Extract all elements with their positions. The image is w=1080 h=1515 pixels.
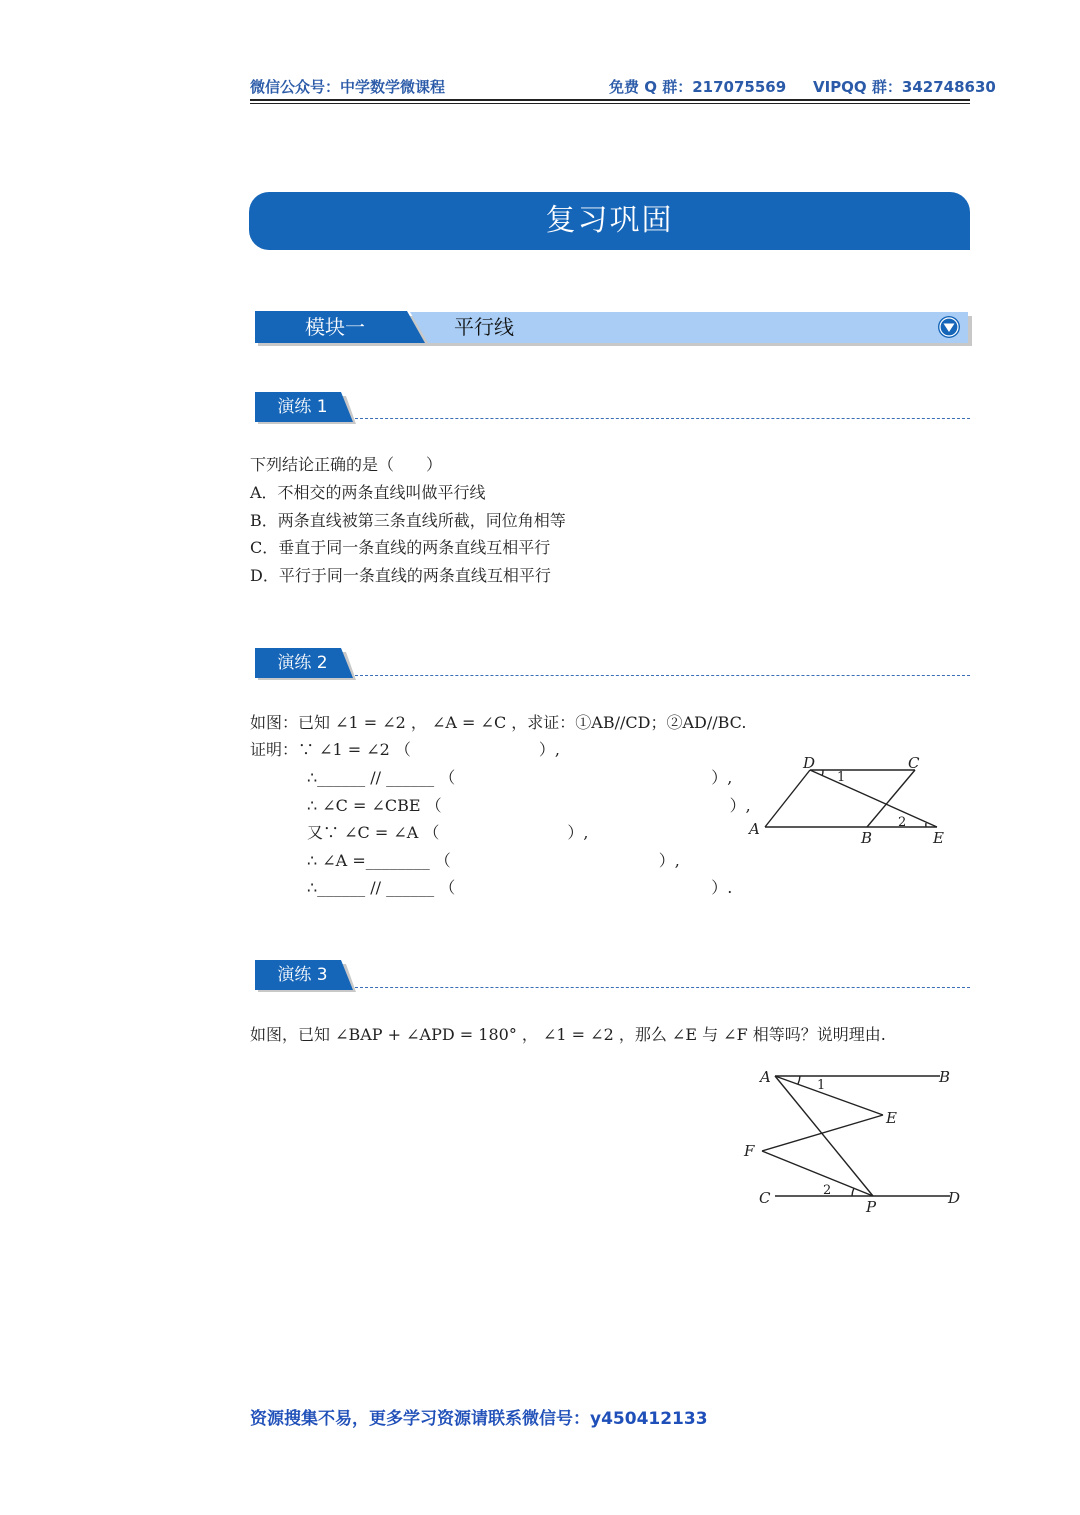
label-e: E: [933, 829, 944, 847]
exercise-3-label: 演练 3: [277, 965, 328, 985]
proof-line-2: ∴______ // ______ （ ）,: [307, 768, 733, 787]
footer-note: 资源搜集不易，更多学习资源请联系微信号：y450412133: [250, 1409, 708, 1429]
label-a: A: [760, 1068, 771, 1086]
header-qq-vip: VIPQQ 群：342748630: [813, 78, 996, 96]
exercise-2-label: 演练 2: [277, 653, 328, 673]
module-title: 平行线: [454, 315, 514, 339]
banner-title: 复习巩固: [545, 203, 674, 238]
label-angle-1: 1: [817, 1078, 826, 1093]
label-c: C: [759, 1189, 771, 1207]
exercise-1-option-c: C．垂直于同一条直线的两条直线互相平行: [250, 538, 551, 557]
header-qq-free: 免费 Q 群：217075569: [609, 78, 787, 96]
label-angle-1: 1: [837, 770, 846, 785]
chevron-down-circle-icon[interactable]: [937, 315, 961, 339]
exercise-2-question: 如图：已知 ∠1 = ∠2 ， ∠A = ∠C ，求证：①AB//CD；②AD//BC.: [250, 713, 747, 732]
exercise-2-figure: [740, 750, 960, 850]
proof-line-5: ∴ ∠A =________ （ ）,: [307, 851, 680, 870]
label-angle-2: 2: [823, 1183, 832, 1198]
label-d: D: [803, 754, 816, 772]
label-f: F: [744, 1142, 755, 1160]
header-wechat: 微信公众号：中学数学微课程: [250, 78, 446, 96]
proof-line-3: ∴ ∠C = ∠CBE （ ）,: [307, 796, 751, 815]
header-rule-thick: [250, 99, 970, 101]
exercise-3-divider: [355, 987, 970, 988]
exercise-1-divider: [355, 418, 970, 419]
exercise-1-option-d: D．平行于同一条直线的两条直线互相平行: [250, 566, 551, 585]
proof-line-1: 证明：∵ ∠1 = ∠2 （ ）,: [250, 740, 561, 759]
label-a: A: [749, 820, 760, 838]
section-banner: [249, 192, 970, 250]
angle-2-arc: [852, 1188, 854, 1196]
proof-line-6: ∴______ // ______ （ ）.: [307, 878, 733, 897]
angle-1-arc: [822, 770, 823, 776]
segment-ef: [762, 1115, 883, 1151]
exercise-1-question: 下列结论正确的是（ ）: [250, 455, 443, 474]
segment-fp: [762, 1151, 873, 1196]
label-b: B: [861, 829, 873, 847]
label-p: P: [866, 1198, 877, 1216]
segment-ad: [765, 770, 810, 827]
angle-1-arc: [798, 1076, 800, 1084]
exercise-1-label: 演练 1: [277, 397, 328, 417]
exercise-1-option-b: B．两条直线被第三条直线所截，同位角相等: [250, 511, 566, 530]
exercise-1-option-a: A．不相交的两条直线叫做平行线: [250, 483, 486, 502]
label-e: E: [886, 1109, 897, 1127]
exercise-3-question: 如图，已知 ∠BAP + ∠APD = 180° ， ∠1 = ∠2 ，那么 ∠E 与 ∠F 相等吗？说明理由.: [250, 1025, 886, 1044]
label-d: D: [948, 1189, 961, 1207]
header-rule-thin: [250, 103, 970, 104]
exercise-3-figure: [740, 1060, 970, 1220]
exercise-2-divider: [355, 675, 970, 676]
module-label: 模块一: [305, 315, 365, 339]
label-c: C: [908, 754, 920, 772]
label-angle-2: 2: [898, 815, 907, 830]
proof-line-4: 又∵ ∠C = ∠A （ ）,: [307, 823, 589, 842]
label-b: B: [939, 1068, 951, 1086]
